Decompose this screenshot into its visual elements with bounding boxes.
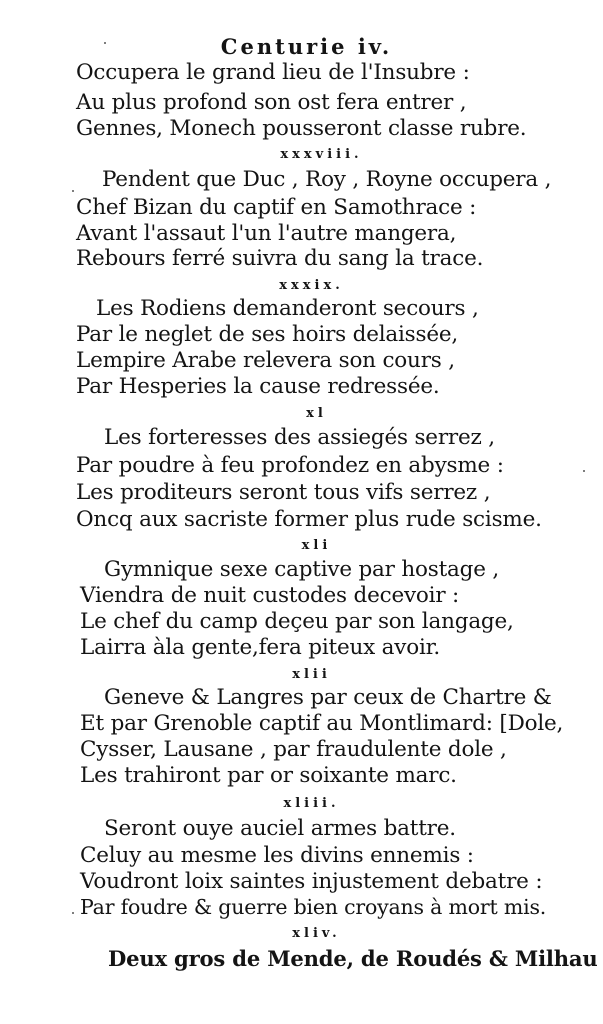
quatrain-number: xliv. xyxy=(292,926,341,941)
verse-line: Par Hesperies la cause redressée. xyxy=(76,374,440,399)
verse-line: Au plus profond son ost fera entrer , xyxy=(76,90,467,115)
verse-line: Gennes, Monech pousseront classe rubre. xyxy=(76,116,527,141)
verse-line: Occupera le grand lieu de l'Insubre : xyxy=(76,60,470,85)
verse-line: Seront ouye auciel armes battre. xyxy=(104,816,456,841)
verse-line: Cysser, Lausane , par fraudulente dole , xyxy=(80,737,507,762)
verse-line: Geneve & Langres par ceux de Chartre & xyxy=(104,685,552,710)
ink-speck xyxy=(72,912,74,914)
verse-line: Les forteresses des assiegés serrez , xyxy=(104,425,495,450)
quatrain-number: xli xyxy=(301,538,332,553)
quatrain-number: xl xyxy=(306,406,327,421)
quatrain-number: xxxix. xyxy=(279,278,344,293)
ink-speck xyxy=(104,42,106,44)
verse-line: Avant l'assaut l'un l'autre mangera, xyxy=(76,221,457,246)
verse-line: Lairra àla gente,fera piteux avoir. xyxy=(80,635,441,660)
verse-line: Deux gros de Mende, de Roudés & Milhau xyxy=(108,947,598,972)
verse-line: Pendent que Duc , Roy , Royne occupera , xyxy=(102,167,552,192)
ink-speck xyxy=(583,470,585,472)
verse-line: Par foudre & guerre bien croyans à mort mis. xyxy=(80,895,547,919)
verse-line: Viendra de nuit custodes decevoir : xyxy=(80,583,460,608)
verse-line: Lempire Arabe relevera son cours , xyxy=(76,348,455,373)
quatrain-number: xxxviii. xyxy=(280,147,363,162)
verse-line: Par poudre à feu profondez en abysme : xyxy=(76,453,504,478)
quatrain-number: xlii xyxy=(292,667,331,682)
ink-speck xyxy=(72,190,74,192)
verse-line: Les proditeurs seront tous vifs serrez , xyxy=(76,480,491,505)
quatrain-number: xliii. xyxy=(283,796,340,811)
verse-line: Celuy au mesme les divins ennemis : xyxy=(80,843,474,868)
verse-line: Oncq aux sacriste former plus rude scisme. xyxy=(76,507,542,532)
verse-line: Voudront loix saintes injustement debatre : xyxy=(80,869,543,894)
verse-line: Par le neglet de ses hoirs delaissée, xyxy=(76,322,459,347)
verse-line: Chef Bizan du captif en Samothrace : xyxy=(76,195,477,220)
verse-line: Gymnique sexe captive par hostage , xyxy=(104,557,500,582)
verse-line: Et par Grenoble captif au Montlimard: [Dole, xyxy=(80,711,564,736)
verse-line: Rebours ferré suivra du sang la trace. xyxy=(76,246,484,271)
verse-line: Le chef du camp deçeu par son langage, xyxy=(80,609,514,634)
verse-line: Les trahiront par or soixante marc. xyxy=(80,763,457,788)
verse-line: Les Rodiens demanderont secours , xyxy=(96,296,479,321)
page-header: Centurie iv. xyxy=(220,34,393,59)
